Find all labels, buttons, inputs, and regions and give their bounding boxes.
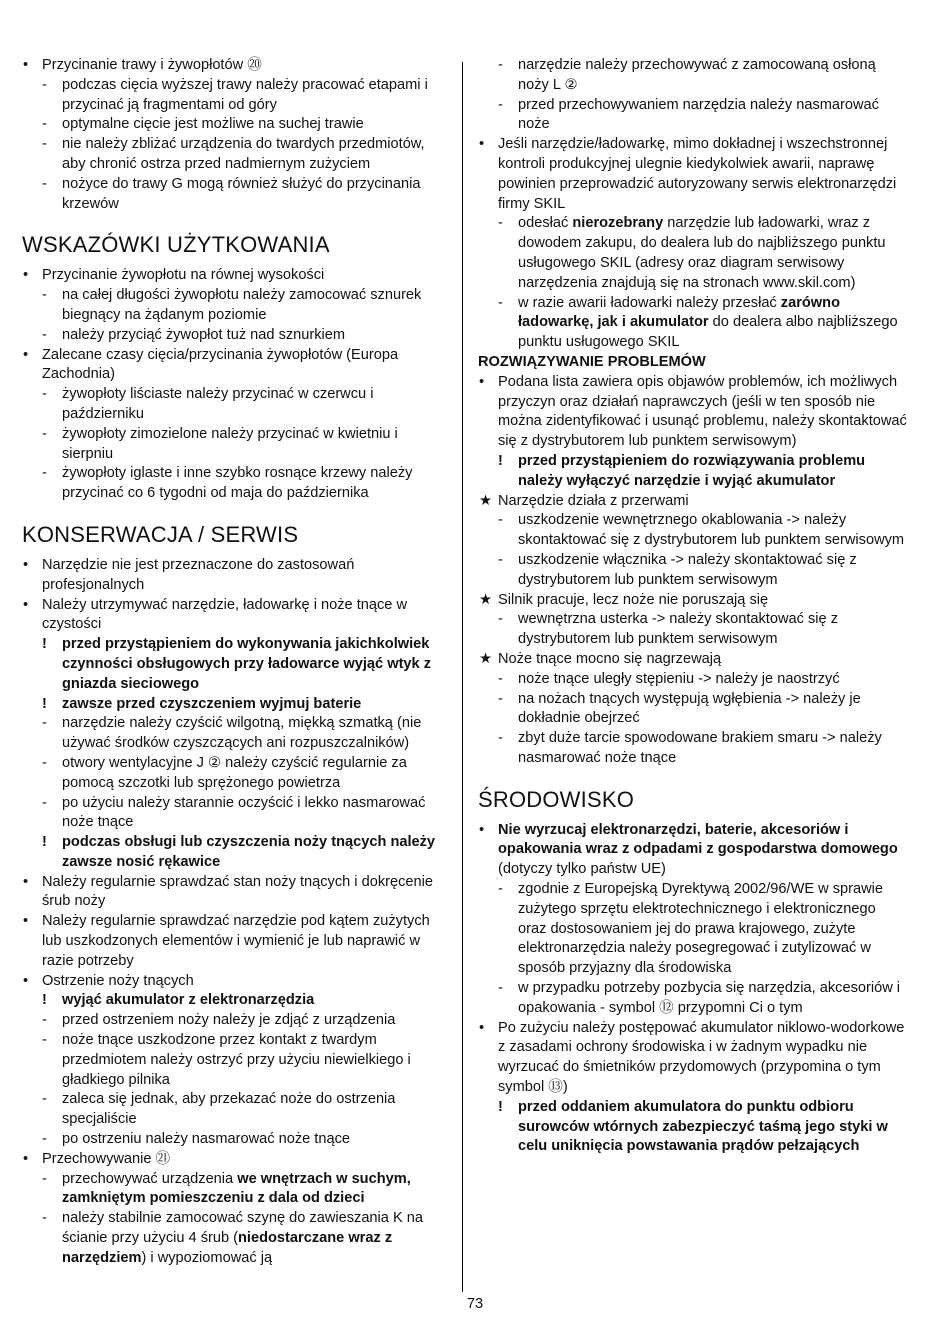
text-run: zaleca się jednak, aby przekazać noże do ostrzenia specjaliście [62,1091,396,1128]
sub-list-item [478,551,908,591]
text-run: Jeśli narzędzie/ładowarkę, mimo dokładnej i wszechstronnej kontroli produkcyjnej ulegnie kiedykolwiek awarii, naprawę powinien przeprowadzić autoryzowany serwis elektronarzędzi firmy SKIL [498,136,897,212]
text-run: podczas cięcia wyższej trawy należy pracować etapami i przycinać ją fragmentami od góry [62,76,428,113]
list-item [22,346,452,386]
bullet-marker: • [23,556,29,573]
list-item [478,373,908,452]
sub-list-item [478,214,908,293]
bullet-marker: - [498,96,503,113]
text-run: (dotyczy tylko państw UE) [498,861,666,878]
sub-list-item [478,294,908,353]
bullet-marker: - [42,116,47,133]
bullet-marker: - [42,1131,47,1148]
bullet-marker: • [479,373,485,390]
warning-marker: ! [42,834,47,851]
bullet-marker: - [498,551,503,568]
bullet-marker: - [42,465,47,482]
text-run: przed przystąpieniem do wykonywania jakichkolwiek czynności obsługowych przy ładowarce wyjąć wtyk z gniazda sieciowego [62,636,432,692]
text-run: noże tnące uległy stępieniu -> należy je naostrzyć [518,670,840,687]
bullet-marker: - [498,57,503,73]
right-column [478,56,908,1157]
sub-list-item [22,1130,452,1150]
text-run: w razie awarii ładowarki należy przesłać [518,294,781,311]
sub-list-item [478,670,908,690]
list-item [478,650,908,670]
warning-marker: ! [42,992,47,1009]
bullet-marker: - [42,1170,47,1187]
sub-list-item [478,1098,908,1157]
text-run: zgodnie z Europejską Dyrektywą 2002/96/WE w sprawie zużytego sprzętu elektrotechnicznego i elektronicznego oraz dostosowaniem jej do prawa krajowego, zużyte elektronarzędzia należy posegregować i zutylizować w sposób przyjazny dla środowiska [518,881,884,977]
sub-list-item [478,452,908,492]
sub-list-item [22,635,452,694]
text-run: przed oddaniem akumulatora do punktu odbioru surowców wtórnych zabezpieczyć taśmą jego styki w celu uniknięcia powstawania prądów pełzających [518,1098,888,1155]
left-column [22,56,452,1269]
bullet-marker: - [498,512,503,529]
text-run: na całej długości żywopłotu należy zamocować sznurek biegnący na żądanym poziomie [62,287,422,323]
bullet-marker: - [42,326,47,343]
sub-list-item [478,979,908,1019]
text-run: wyjąć akumulator z elektronarzędzia [62,992,315,1009]
list-item [22,873,452,913]
bullet-marker: - [498,690,503,707]
bullet-marker: - [42,425,47,442]
text-run: narzędzie należy czyścić wilgotną, miękką szmatką (nie używać środków czyszczących ani rozpuszczalników) [62,715,422,752]
text-run: Należy regularnie sprawdzać stan noży tnących i dokręcenie śrub noży [42,873,433,910]
sub-list-item [478,880,908,979]
bullet-marker: - [42,1012,47,1029]
sub-list-item [478,511,908,551]
sub-list-item [22,1209,452,1268]
sub-list-item [22,1031,452,1090]
text-run: Po zużyciu należy postępować akumulator niklowo-wodorkowe z zasadami ochrony środowiska i w żadnym wypadku nie wyrzucać do śmietników przydomowych (przypomina o tym symbol ⑬) [498,1019,905,1096]
text-run: Nie wyrzucaj elektronarzędzi, baterie, akcesoriów i opakowania wraz z odpadami z gospodarstwa domowego [498,821,898,858]
bullet-marker: • [479,1019,485,1036]
warning-marker: ! [498,1098,503,1115]
sub-list-item [478,610,908,650]
bullet-marker: - [42,386,47,403]
warning-marker: ! [498,452,503,469]
text-run: wewnętrzna usterka -> należy skontaktować się z dystrybutorem lub punktem serwisowym [518,611,838,648]
text-run: odesłać [518,215,573,232]
sub-list-item [22,76,452,116]
text-run: Zalecane czasy cięcia/przycinania żywopłotów (Europa Zachodnia) [42,346,399,383]
text-run: otwory wentylacyjne J ② należy czyścić regularnie za pomocą szczotki lub sprężonego powietrza [62,754,407,791]
bullet-marker: - [498,670,503,687]
bullet-marker: - [42,715,47,732]
sub-list-item [22,1090,452,1130]
text-run: zbyt duże tarcie spowodowane brakiem smaru -> należy nasmarować noże tnące [518,730,882,766]
sub-list-item [22,326,452,346]
bullet-marker: • [23,913,29,930]
bullet-marker: • [23,1150,29,1167]
bullet-marker: - [42,1032,47,1049]
sub-list-item [22,1170,452,1210]
bullet-marker: - [42,175,47,192]
subsection-heading: ROZWIĄZYWANIE PROBLEMÓW [478,353,706,370]
bullet-marker: • [23,596,29,613]
text-run: żywopłoty liściaste należy przycinać w czerwcu i październiku [62,386,374,422]
list-item [478,492,908,512]
text-run: Przycinanie żywopłotu na równej wysokości [42,267,325,284]
bullet-marker: - [42,1210,47,1227]
column-divider [462,62,463,1292]
bullet-marker: - [498,215,503,232]
sub-list-item [22,135,452,175]
sub-list-item [22,833,452,873]
text-run: ) i wypoziomować ją [141,1249,273,1266]
list-item [22,556,452,596]
bullet-marker: • [23,873,29,890]
bullet-marker: • [23,267,29,284]
sub-list-item [478,96,908,136]
star-icon: ★ [479,650,493,667]
text-run: Przycinanie trawy i żywopłotów ⑳ [42,57,262,73]
bullet-marker: - [498,730,503,747]
text-run: Ostrzenie noży tnących [42,972,194,989]
bullet-marker: - [42,1091,47,1108]
bullet-marker: - [42,754,47,771]
sub-list-item [22,115,452,135]
text-run: we wnętrzach w suchym, zamkniętym pomieszczeniu z dala od dzieci [62,1170,411,1207]
bullet-marker: - [498,980,503,997]
sub-list-item [22,714,452,754]
text-run: przed przystąpieniem do rozwiązywania problemu należy wyłączyć narzędzie i wyjąć akumulator [518,452,866,489]
section-heading: WSKAZÓWKI UŻYTKOWANIA [22,232,330,258]
text-run: Należy utrzymywać narzędzie, ładowarkę i noże tnące w czystości [42,596,408,633]
text-run: Noże tnące mocno się nagrzewają [498,650,722,667]
sub-list-item [22,794,452,834]
star-icon: ★ [479,591,493,608]
text-run: nie należy zbliżać urządzenia do twardych przedmiotów, aby chronić ostrza przed nadmiernym zużyciem [62,136,425,172]
page-number: 73 [466,1296,484,1312]
bullet-marker: - [42,136,47,153]
list-item [22,972,452,992]
bullet-marker: • [23,57,29,73]
text-run: uszkodzenie włącznika -> należy skontaktować się z dystrybutorem lub punktem serwisowym [518,551,857,588]
text-run: nożyce do trawy G mogą również służyć do przycinania krzewów [62,175,421,212]
text-run: należy stabilnie zamocować szynę do zawieszania K na ścianie przy użyciu 4 śrub ( [62,1210,423,1247]
text-run: niedostarczane wraz z narzędziem [62,1230,393,1266]
section-heading: KONSERWACJA / SERWIS [22,521,299,547]
text-run: Należy regularnie sprawdzać narzędzie pod kątem zużytych lub uszkodzonych elementów i wymienić je lub naprawić w razie potrzeby [42,913,430,969]
text-run: zawsze przed czyszczeniem wyjmuj baterie [62,695,362,712]
section-heading: ŚRODOWISKO [478,786,635,812]
bullet-marker: - [498,881,503,898]
sub-list-item [22,464,452,504]
sub-list-item [22,175,452,215]
list-item [22,1150,452,1170]
sub-list-item [22,991,452,1011]
sub-list-item [22,1011,452,1031]
text-run: narzędzie lub ładowarki, wraz z dowodem zakupu, do dealera lub do najbliższego punktu usługowego SKIL (adresy oraz diagram serwisowy narzędzenia znajdują się na stronach www.skil.com) [518,215,886,291]
list-item [478,135,908,214]
bullet-marker: - [498,294,503,311]
sub-list-item [22,695,452,715]
text-run: żywopłoty iglaste i inne szybko rosnące krzewy należy przycinać co 6 tygodni od maja do października [62,465,413,502]
text-run: przed ostrzeniem noży należy je zdjąć z urządzenia [62,1012,396,1029]
sub-list-item [22,425,452,465]
text-run: noże tnące uszkodzone przez kontakt z twardym przedmiotem należy ostrzyć przy użyciu niewielkiego i gładkiego pilnika [62,1032,411,1088]
sub-list-item [478,56,908,96]
sub-list-item [22,754,452,794]
text-run: żywopłoty zimozielone należy przycinać w kwietniu i sierpniu [62,425,398,462]
text-run: narzędzie należy przechowywać z zamocowaną osłoną noży L ② [518,57,876,93]
text-run: optymalne cięcie jest możliwe na suchej trawie [62,116,364,133]
text-run: nierozebrany [572,215,664,232]
text-run: Narzędzie nie jest przeznaczone do zastosowań profesjonalnych [42,556,355,593]
list-item [478,591,908,611]
text-run: Narzędzie działa z przerwami [498,492,689,509]
list-item [478,1019,908,1098]
text-run: po użyciu należy starannie oczyścić i lekko nasmarować noże tnące [62,794,426,831]
sub-list-item [22,286,452,326]
list-item [478,821,908,880]
text-run: Podana lista zawiera opis objawów problemów, ich możliwych przyczyn oraz działań naprawczych (jeśli w ten sposób nie można zidentyfikować i usunąć problemu, należy skontaktować się z dystrybutorem lub punktem serwisowym) [498,373,907,450]
bullet-marker: • [23,972,29,989]
text-run: należy przyciąć żywopłot tuż nad sznurkiem [62,326,346,343]
list-item [22,56,452,76]
text-run: po ostrzeniu należy nasmarować noże tnące [62,1131,350,1148]
text-run: Silnik pracuje, lecz noże nie poruszają się [498,591,769,608]
warning-marker: ! [42,636,47,653]
bullet-marker: • [479,821,485,838]
text-run: Przechowywanie ㉑ [42,1150,171,1167]
sub-list-item [22,385,452,425]
list-item [22,912,452,971]
bullet-marker: • [23,346,29,363]
text-run: zarówno ładowarkę, jak i akumulator [518,294,840,331]
sub-list-item [478,729,908,769]
text-run: w przypadku potrzeby pozbycia się narzędzia, akcesoriów i opakowania - symbol ⑫ przypomni Ci o tym [518,980,901,1016]
text-run: przed przechowywaniem narzędzia należy nasmarować noże [518,96,879,133]
text-run: przechowywać urządzenia [62,1170,238,1187]
bullet-marker: - [42,287,47,304]
star-icon: ★ [479,492,493,509]
text-run: do dealera albo najbliższego punktu usługowego SKIL [518,314,898,351]
text-run: uszkodzenie wewnętrznego okablowania -> należy skontaktować się z dystrybutorem lub punktem serwisowym [518,512,905,549]
bullet-marker: - [42,76,47,93]
bullet-marker: • [479,136,485,153]
warning-marker: ! [42,695,47,712]
bullet-marker: - [498,611,503,628]
bullet-marker: - [42,794,47,811]
list-item [22,266,452,286]
sub-list-item [478,690,908,730]
list-item [22,596,452,636]
text-run: na nożach tnących występują wgłębienia -> należy je dokładnie obejrzeć [518,690,861,727]
text-run: podczas obsługi lub czyszczenia noży tnących należy zawsze nosić rękawice [62,834,436,870]
